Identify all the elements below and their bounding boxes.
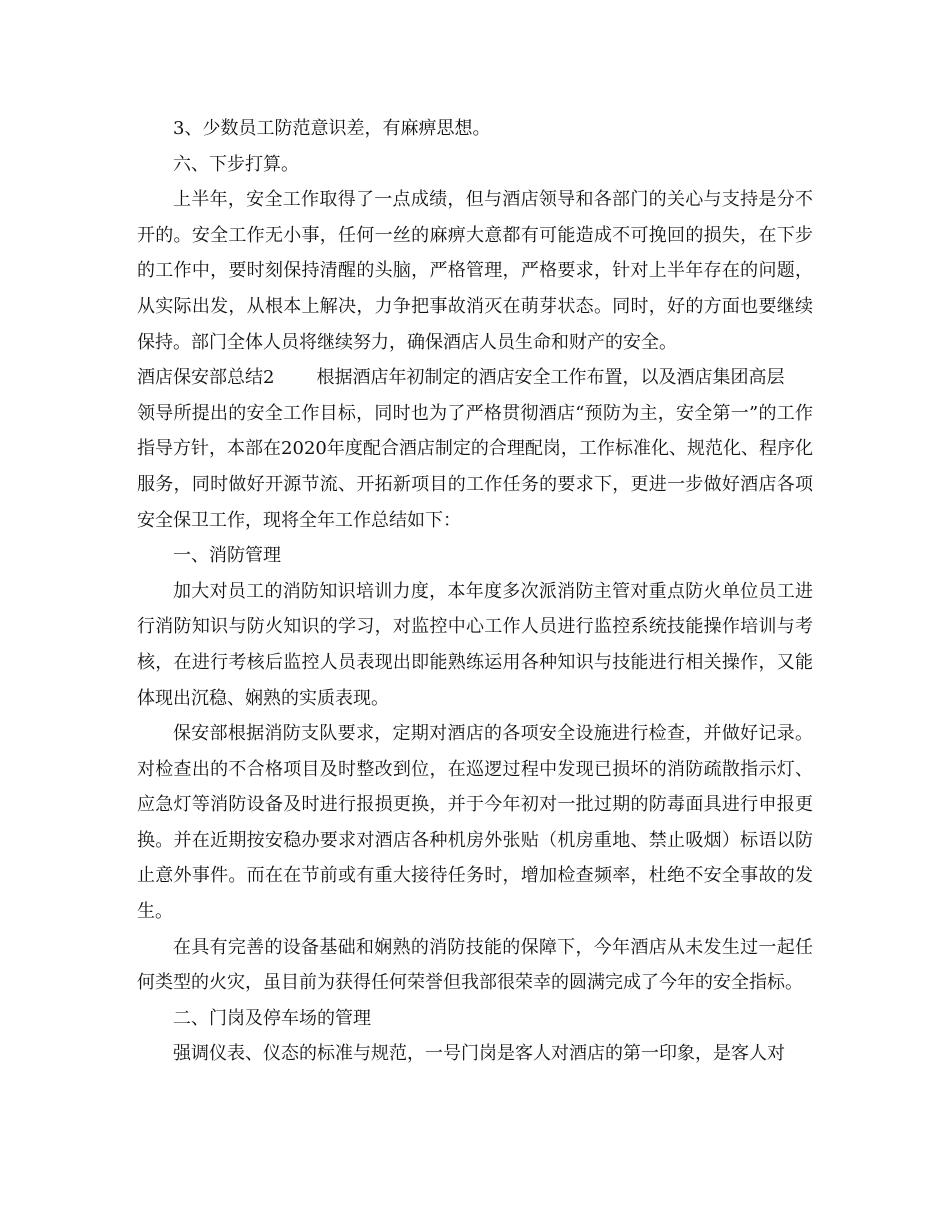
- section-2-title: 酒店保安部总结2: [137, 367, 275, 389]
- paragraph-gate-standards: 强调仪表、仪态的标准与规范，一号门岗是客人对酒店的第一印象，是客人对: [173, 1043, 785, 1065]
- paragraph-first-half-summary: 上半年，安全工作取得了一点成绩，但与酒店领导和各部门的关心与支持是分不开的。安全工作无小事，任何一丝的麻痹大意都有可能造成不可挽回的损失，在下步的工作中，要时刻保持清醒的头脑，严格管理，严格要求，针对上半年存在的问题，从实际出发，从根本上解决，力争把事故消灭在萌芽状态。同时，好的方面也要继续保持。部门全体人员将继续努力，确保酒店人员生命和财产的安全。: [137, 189, 813, 353]
- paragraph-fire-results: 在具有完善的设备基础和娴熟的消防技能的保障下，今年酒店从未发生过一起任何类型的火灾，虽目前为获得任何荣誉但我部很荣幸的圆满完成了今年的安全指标。: [137, 936, 813, 994]
- section-2-intro-first-line: 根据酒店年初制定的酒店安全工作布置，以及酒店集团高层: [316, 367, 785, 389]
- heading-gate-parking: 二、门岗及停车场的管理: [173, 1007, 371, 1029]
- section-2-heading-line: [137, 360, 813, 396]
- heading-next-steps: 六、下步打算。: [173, 153, 299, 175]
- paragraph-staff-awareness: 3、少数员工防范意识差，有麻痹思想。: [173, 118, 491, 139]
- heading-fire-management: 一、消防管理: [173, 545, 281, 567]
- paragraph-fire-training: 加大对员工的消防知识培训力度，本年度多次派消防主管对重点防火单位员工进行消防知识与防火知识的学习，对监控中心工作人员进行监控系统技能操作培训与考核，在进行考核后监控人员表现出即能熟练运用各种知识与技能进行相关操作，又能体现出沉稳、娴熟的实质表现。: [137, 580, 813, 709]
- document-body: [137, 111, 813, 1072]
- section-2-intro-continued: 领导所提出的安全工作目标，同时也为了严格贯彻酒店“预防为主，安全第一”的工作指导方针，本部在2020年度配合酒店制定的合理配岗，工作标准化、规范化、程序化服务，同时做好开源节流、开拓新项目的工作任务的要求下，更进一步做好酒店各项安全保卫工作，现将全年工作总结如下：: [137, 402, 813, 531]
- paragraph-fire-inspection: 保安部根据消防支队要求，定期对酒店的各项安全设施进行检查，并做好记录。对检查出的不合格项目及时整改到位，在巡逻过程中发现已损坏的消防疏散指示灯、应急灯等消防设备及时进行报损更换，并于今年初对一批过期的防毒面具进行申报更换。并在近期按安稳办要求对酒店各种机房外张贴（机房重地、禁止吸烟）标语以防止意外事件。而在在节前或有重大接待任务时，增加检查频率，杜绝不安全事故的发生。: [137, 723, 813, 923]
